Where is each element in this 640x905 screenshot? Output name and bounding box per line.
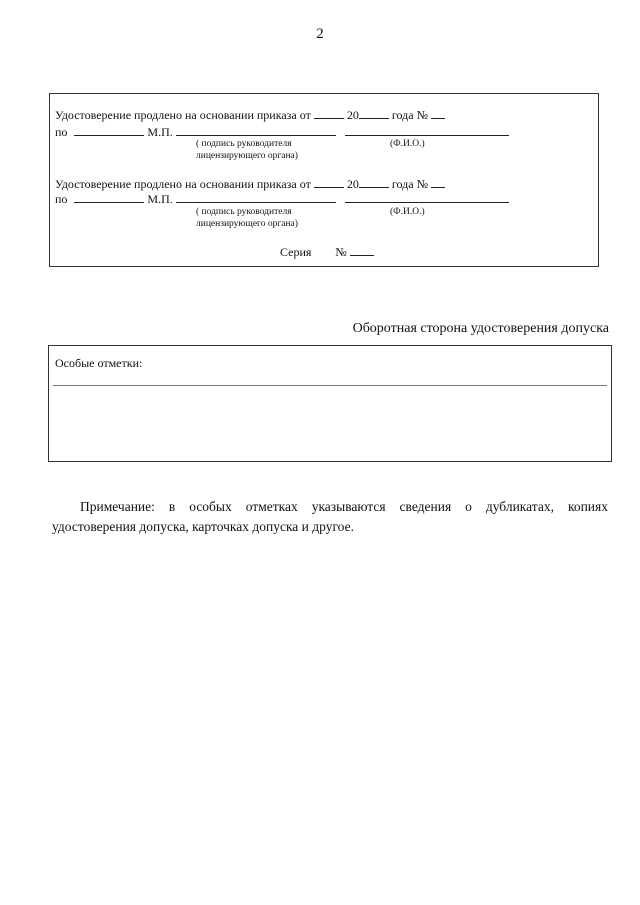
signature-blank[interactable]: [176, 124, 336, 136]
extension-2-statement-line: [55, 176, 445, 191]
signature-caption-line1: ( подпись руководителя: [196, 207, 292, 217]
stamp-label: М.П.: [147, 192, 173, 206]
series-label: Серия: [280, 245, 312, 259]
fio-caption: (Ф.И.О.): [390, 139, 425, 149]
remarks-divider: [53, 385, 607, 386]
special-remarks-label: Особые отметки:: [55, 356, 143, 370]
order-number-blank[interactable]: [431, 176, 445, 188]
year-suffix: года: [391, 108, 414, 122]
fio-blank[interactable]: [345, 191, 509, 203]
until-date-blank[interactable]: [74, 191, 144, 203]
order-number-blank[interactable]: [431, 107, 445, 119]
fio-caption: (Ф.И.О.): [390, 207, 425, 217]
extension-statement: Удостоверение продлено на основании приказа от: [55, 108, 311, 122]
signature-caption-line1: ( подпись руководителя: [196, 139, 292, 149]
extension-statement: Удостоверение продлено на основании приказа от: [55, 177, 311, 191]
stamp-label: М.П.: [147, 125, 173, 139]
back-side-title: Оборотная сторона удостоверения допуска: [352, 321, 609, 336]
extension-1-statement-line: [55, 107, 445, 122]
number-sign: №: [416, 108, 429, 122]
order-year-blank[interactable]: [359, 107, 389, 119]
order-day-blank[interactable]: [314, 176, 344, 188]
series-number-sign: №: [335, 245, 347, 259]
signature-caption-line2: лицензирующего органа): [196, 151, 298, 161]
series-number-blank[interactable]: [350, 244, 374, 256]
note-paragraph: Примечание: в особых отметках указываются сведения о дубликатах, копиях удостоверения допуска, карточках допуска и другое.: [52, 499, 608, 534]
until-label: по: [55, 192, 68, 206]
year-suffix: года: [391, 177, 414, 191]
signature-blank[interactable]: [176, 191, 336, 203]
extension-1-until-line: [55, 124, 509, 139]
year-prefix: 20: [346, 177, 359, 191]
until-date-blank[interactable]: [74, 124, 144, 136]
until-label: по: [55, 125, 68, 139]
extension-2-until-line: [55, 191, 509, 206]
series-row: [280, 244, 374, 259]
year-prefix: 20: [346, 108, 359, 122]
signature-caption-line2: лицензирующего органа): [196, 219, 298, 229]
order-day-blank[interactable]: [314, 107, 344, 119]
number-sign: №: [416, 177, 429, 191]
fio-blank[interactable]: [345, 124, 509, 136]
order-year-blank[interactable]: [359, 176, 389, 188]
page-number: 2: [316, 26, 324, 42]
